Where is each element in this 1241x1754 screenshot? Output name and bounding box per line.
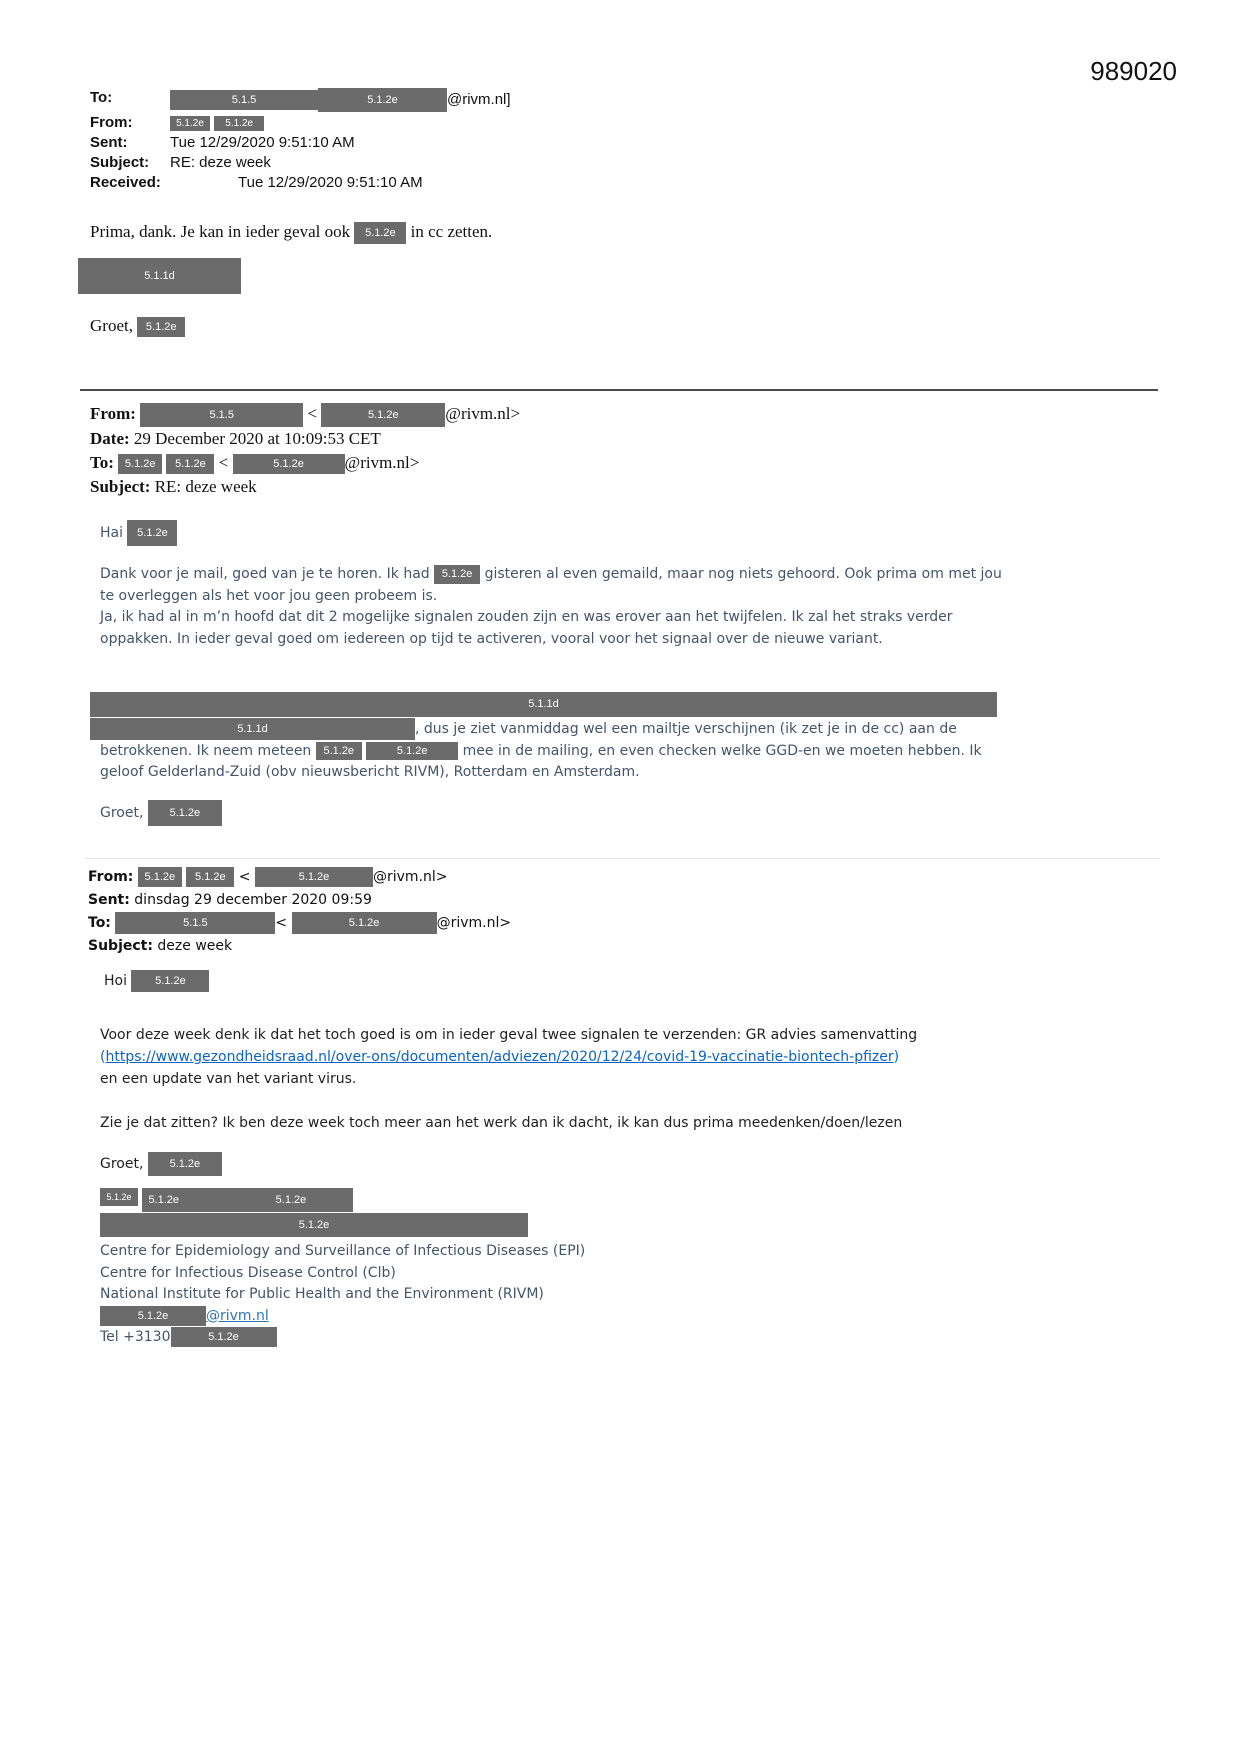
separator-line-2 [85, 858, 1160, 859]
redaction-box: 5.1.2e [142, 1188, 228, 1212]
email2-p2-text-b: mee in de mailing, en even checken welke GGD-en we moeten hebben. Ik geloof Gelderland-Zuid (obv nieuwsbericht RIVM), Rotterdam en Amsterdam. [100, 742, 982, 780]
email2-salutation-text: Hai [100, 525, 123, 541]
redaction-box: 5.1.2e [354, 222, 406, 244]
email1-body-paragraph [90, 222, 1090, 244]
redaction-box: 5.1.2e [214, 116, 264, 131]
email3-p1-line1: Voor deze week denk ik dat het toch goed is om in ieder geval twee signalen te verzenden: GR advies samenvatting [100, 1027, 918, 1043]
email1-from-row [90, 113, 1170, 132]
email1-from-label: From: [90, 114, 133, 131]
angle-bracket: < [238, 869, 251, 885]
email3-sent-label: Sent: [88, 892, 130, 908]
signature-tel-line [100, 1327, 1060, 1349]
redaction-box: 5.1.2e [118, 454, 162, 474]
signature-redaction-row-1 [100, 1188, 1060, 1212]
email1-sent-row [90, 133, 1170, 152]
email1-to-value [170, 88, 511, 112]
redaction-box: 5.1.2e [228, 1188, 353, 1212]
email1-subject-label: Subject: [90, 154, 150, 171]
signature-org-line-2: Centre for Infectious Disease Control (Clb) [100, 1264, 396, 1281]
email1-sent-value: Tue 12/29/2020 9:51:10 AM [170, 134, 355, 151]
email1-to-label: To: [90, 89, 113, 106]
email1-received-label: Received: [90, 174, 161, 191]
email1-received-row [90, 173, 1170, 192]
redaction-box: 5.1.2e [100, 1188, 138, 1206]
document-number: 989020 [1090, 56, 1177, 86]
email2-p1a-post: gisteren al even gemaild, maar nog niets gehoord. Ook prima om met jou te overleggen als het voor jou geen probeem is. [100, 566, 1002, 604]
redaction-box: 5.1.2e [148, 800, 222, 826]
email3-to-row [88, 912, 1168, 935]
email3-paragraph-2: Zie je dat zitten? Ik ben deze week toch meer aan het werk dan ik dacht, ik kan dus prima meedenken/doen/lezen [100, 1115, 903, 1131]
email1-greeting [90, 316, 185, 337]
redaction-box: 5.1.2e [137, 317, 185, 337]
redaction-box: 5.1.2e [233, 454, 345, 474]
gezondheidsraad-link[interactable]: https://www.gezondheidsraad.nl/over-ons/documenten/adviezen/2020/12/24/covid-19-vaccinatie-biontech-pfizer [105, 1049, 894, 1065]
email1-to-row [90, 88, 1170, 112]
email2-to-suffix: @rivm.nl> [344, 453, 420, 473]
redaction-box: 5.1.1d [90, 718, 415, 740]
email2-greeting [100, 800, 222, 826]
email2-to-row [90, 451, 1170, 475]
email3-paragraph-1 [100, 1024, 1060, 1090]
email3-p1-line2 [100, 1046, 1060, 1068]
email2-p2-text-a: , dus je ziet vanmiddag wel een mailtje verschijnen (ik zet je in de cc) aan de betrokkenen. Ik neem meteen [100, 721, 957, 759]
email1-body-pre: Prima, dank. Je kan in ieder geval ook [90, 222, 351, 241]
email1-from-value [170, 113, 264, 132]
redaction-box: 5.1.5 [115, 912, 275, 934]
email3-from-suffix: @rivm.nl> [372, 869, 448, 885]
email3-to-suffix: @rivm.nl> [436, 915, 512, 931]
email3-sent-row [88, 889, 1168, 912]
email1-header [90, 88, 1170, 193]
redaction-box: 5.1.5 [170, 90, 318, 110]
email2-subject-value: RE: deze week [154, 477, 257, 497]
email3-subject-label: Subject: [88, 938, 153, 954]
signature-org-line-1: Centre for Epidemiology and Surveillance of Infectious Diseases (EPI) [100, 1243, 586, 1259]
email3-header [88, 866, 1168, 958]
redaction-box: 5.1.2e [366, 742, 458, 760]
email1-to-suffix: @rivm.nl] [447, 90, 511, 108]
redaction-box: 5.1.2e [171, 1327, 277, 1347]
email3-to-label: To: [88, 915, 111, 931]
email2-date-value: 29 December 2020 at 10:09:53 CET [133, 429, 381, 449]
email2-header [90, 402, 1170, 499]
email3-greeting-text: Groet, [100, 1156, 144, 1172]
email2-subject-row [90, 475, 1170, 499]
signature-email-link[interactable]: @rivm.nl [206, 1307, 269, 1324]
email2-p1a-pre: Dank voor je mail, goed van je te horen. Ik had [100, 566, 430, 582]
paren-open: ( [100, 1049, 106, 1065]
email2-subject-label: Subject: [90, 477, 151, 497]
email3-from-label: From: [88, 869, 134, 885]
angle-bracket: < [218, 453, 229, 473]
email2-from-row [90, 402, 1170, 427]
email2-salutation [100, 520, 177, 546]
email3-from-row [88, 866, 1168, 889]
signature-tel-prefix: Tel +3130 [100, 1329, 171, 1345]
redaction-box: 5.1.2e [138, 867, 182, 887]
email1-body-post: in cc zetten. [410, 222, 493, 241]
email3-greeting [100, 1152, 222, 1176]
angle-bracket: < [275, 915, 288, 931]
signature-email-line [100, 1306, 1060, 1328]
signature-org-line-3: National Institute for Public Health and the Environment (RIVM) [100, 1286, 544, 1302]
email2-paragraph-1a [100, 564, 1015, 607]
redaction-box: 5.1.2e [321, 403, 445, 427]
redaction-box: 5.1.2e [131, 970, 209, 992]
redaction-box: 5.1.2e [100, 1306, 206, 1326]
redaction-bar: 5.1.1d [90, 692, 997, 717]
redaction-box: 5.1.2e [148, 1152, 222, 1176]
email2-from-suffix: @rivm.nl> [445, 404, 521, 423]
email1-subject-value: RE: deze week [170, 154, 271, 171]
redaction-box: 5.1.2e [166, 454, 214, 474]
email2-from-label: From: [90, 404, 136, 423]
email3-salutation [104, 970, 209, 992]
redaction-box: 5.1.2e [255, 867, 373, 887]
redaction-box: 5.1.2e [127, 520, 177, 546]
email3-salutation-text: Hoi [104, 973, 127, 989]
angle-bracket: < [307, 404, 318, 423]
redaction-box: 5.1.2e [186, 867, 234, 887]
email1-greeting-text: Groet, [90, 316, 133, 335]
email2-paragraph-2 [100, 718, 1015, 784]
redaction-box: 5.1.2e [318, 88, 447, 112]
redaction-box: 5.1.2e [170, 116, 210, 131]
signature-block [100, 1188, 1060, 1349]
redaction-box: 5.1.2e [292, 912, 437, 934]
email1-subject-row [90, 153, 1170, 172]
email1-received-value: Tue 12/29/2020 9:51:10 AM [238, 174, 423, 191]
email2-date-label: Date: [90, 429, 130, 449]
redaction-box: 5.1.1d [78, 258, 241, 294]
email2-paragraph-1 [100, 564, 1015, 650]
paren-close: ) [893, 1049, 900, 1065]
email2-paragraph-1b: Ja, ik had al in m’n hoofd dat dit 2 mogelijke signalen zouden zijn en was erover aan het twijfelen. Ik zal het straks verder oppakken. In ieder geval goed om iedereen op tijd te activeren, vooral voor het signaal over de nieuwe variant. [100, 609, 953, 647]
redaction-box: 5.1.5 [140, 403, 303, 427]
email3-p1-line3: en een update van het variant virus. [100, 1071, 357, 1087]
email3-sent-value: dinsdag 29 december 2020 09:59 [134, 892, 372, 908]
redaction-box: 5.1.2e [316, 742, 362, 760]
redaction-bar: 5.1.2e [100, 1213, 528, 1237]
email3-subject-value: deze week [157, 938, 233, 954]
email2-to-label: To: [90, 453, 114, 473]
redaction-box: 5.1.2e [434, 565, 480, 584]
email2-date-row [90, 427, 1170, 451]
separator-line-1 [80, 389, 1158, 391]
email2-greeting-text: Groet, [100, 805, 144, 821]
email3-subject-row [88, 935, 1168, 958]
email1-sent-label: Sent: [90, 134, 128, 151]
